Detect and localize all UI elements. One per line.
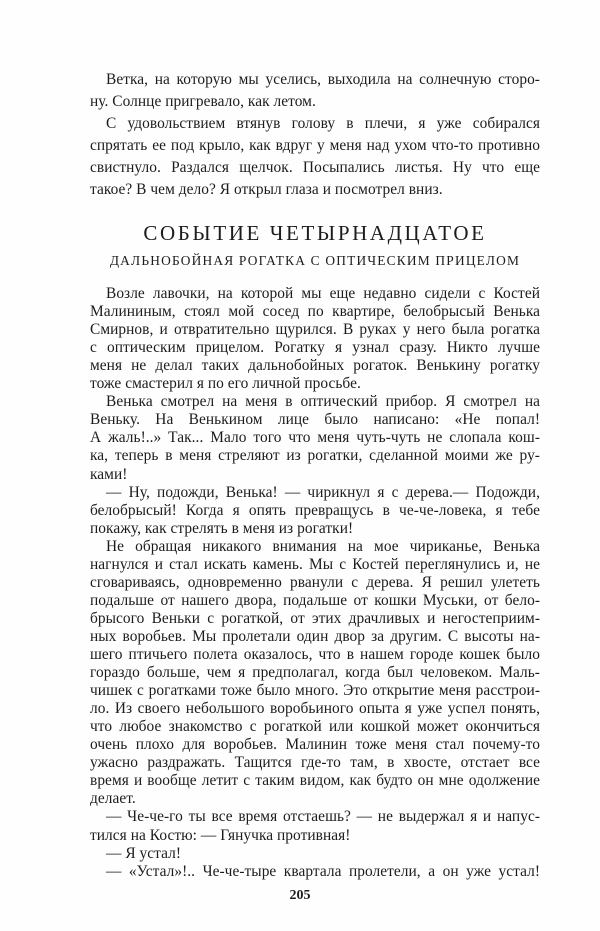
text-line: меня не делал таких дальнобойных рогаток. Венькину рогатку: [90, 357, 540, 375]
text-line: нагнулся и стал искать камень. Мы с Костей переглянулись и, не: [90, 555, 540, 573]
text-line: ка, теперь в меня стреляют из рогатки, сделанной моими же ру-: [90, 447, 540, 465]
text-line: спрятать ее под крыло, как вдруг у меня над ухом что-то противно: [90, 137, 540, 154]
text-line: — Че-че-го ты все время отстаешь? — не выдержал я и напус-: [106, 808, 540, 826]
text-line: Малининым, стоял мой сосед по квартире, белобрысый Венька: [90, 303, 540, 321]
text-line: делает.: [90, 790, 136, 808]
text-line: гораздо больше, чем я предполагал, когда был человеком. Маль-: [90, 664, 540, 682]
text-line: А жаль!..» Так... Мало того что меня чуть-чуть не слопала кош-: [90, 429, 540, 447]
text-line: ужасно раздражать. Тащится где-то там, в хвосте, отстает все: [90, 754, 540, 772]
text-line: сговариваясь, одновременно рванули с дерева. Я решил улететь: [90, 573, 540, 591]
text-line: время и вообще летит с таким видом, как будто он мне одолжение: [90, 772, 540, 790]
text-line: Ветка, на которую мы уселись, выходила на солнечную сторо-: [106, 71, 540, 88]
text-line: тился на Костю: — Гянучка противная!: [90, 826, 351, 844]
text-line: Веньку. На Венькином лице было написано: «Не попал!: [90, 411, 540, 429]
text-line: чишек с рогатками тоже было много. Это открытие меня расстрои-: [90, 682, 540, 700]
chapter-subtitle: ДАЛЬНОБОЙНАЯ РОГАТКА С ОПТИЧЕСКИМ ПРИЦЕЛОМ: [109, 253, 521, 268]
text-line: ло. Из своего небольшого воробьиного опыта я уже успел понять,: [90, 700, 540, 718]
text-line: Возле лавочки, на которой мы еще недавно сидели с Костей: [106, 285, 540, 302]
text-line: что любое знакомство с рогаткой или кошкой может окончиться: [90, 718, 540, 736]
chapter-title: СОБЫТИЕ ЧЕТЫРНАДЦАТОЕ: [143, 221, 487, 245]
text-line: подальше от нашего двора, подальше от кошки Муськи, от бело-: [90, 591, 540, 609]
text-line: Не обращая никакого внимания на мое чириканье, Венька: [106, 537, 540, 555]
text-line: такое? В чем дело? Я открыл глаза и посмотрел вниз.: [90, 181, 443, 198]
text-line: Смирнов, и отвратительно щурился. В руках у него была рогатка: [90, 321, 540, 339]
text-line: с оптическим прицелом. Рогатку я узнал сразу. Никто лучше: [90, 339, 540, 357]
text-line: брысого Веньки с рогаткой, от этих драчливых и негостеприим-: [90, 609, 540, 627]
text-line: белобрысый! Когда я опять превращусь в че-че-ловека, я тебе: [90, 501, 540, 519]
text-line: ну. Солнце пригревало, как летом.: [90, 93, 316, 110]
text-line: тоже смастерил я по его личной просьбе.: [90, 375, 361, 393]
text-line: Венька смотрел на меня в оптический прибор. Я смотрел на: [106, 393, 540, 411]
text-line: покажу, как стрелять в меня из рогатки!: [90, 519, 354, 537]
text-line: ных воробьев. Мы пролетали один двор за другим. С высоты на-: [90, 627, 540, 645]
page-number: 205: [289, 888, 311, 903]
text-line: — Ну, подожди, Венька! — чирикнул я с дерева.— Подожди,: [106, 483, 540, 501]
text-line: очень плохо для воробьев. Малинин тоже меня стал почему-то: [90, 736, 540, 754]
text-line: шего птичьего полета оказалось, что в нашем городе кошек было: [90, 646, 540, 663]
text-line: ками!: [90, 465, 128, 483]
text-line: свистнуло. Раздался щелчок. Посыпались листья. Ну что еще: [90, 159, 540, 176]
text-line: — «Устал»!.. Че-че-тыре квартала пролетели, а он уже устал!: [106, 862, 540, 880]
text-line: С удовольствием втянув голову в плечи, я уже собирался: [106, 115, 540, 132]
text-line: — Я устал!: [106, 844, 182, 862]
